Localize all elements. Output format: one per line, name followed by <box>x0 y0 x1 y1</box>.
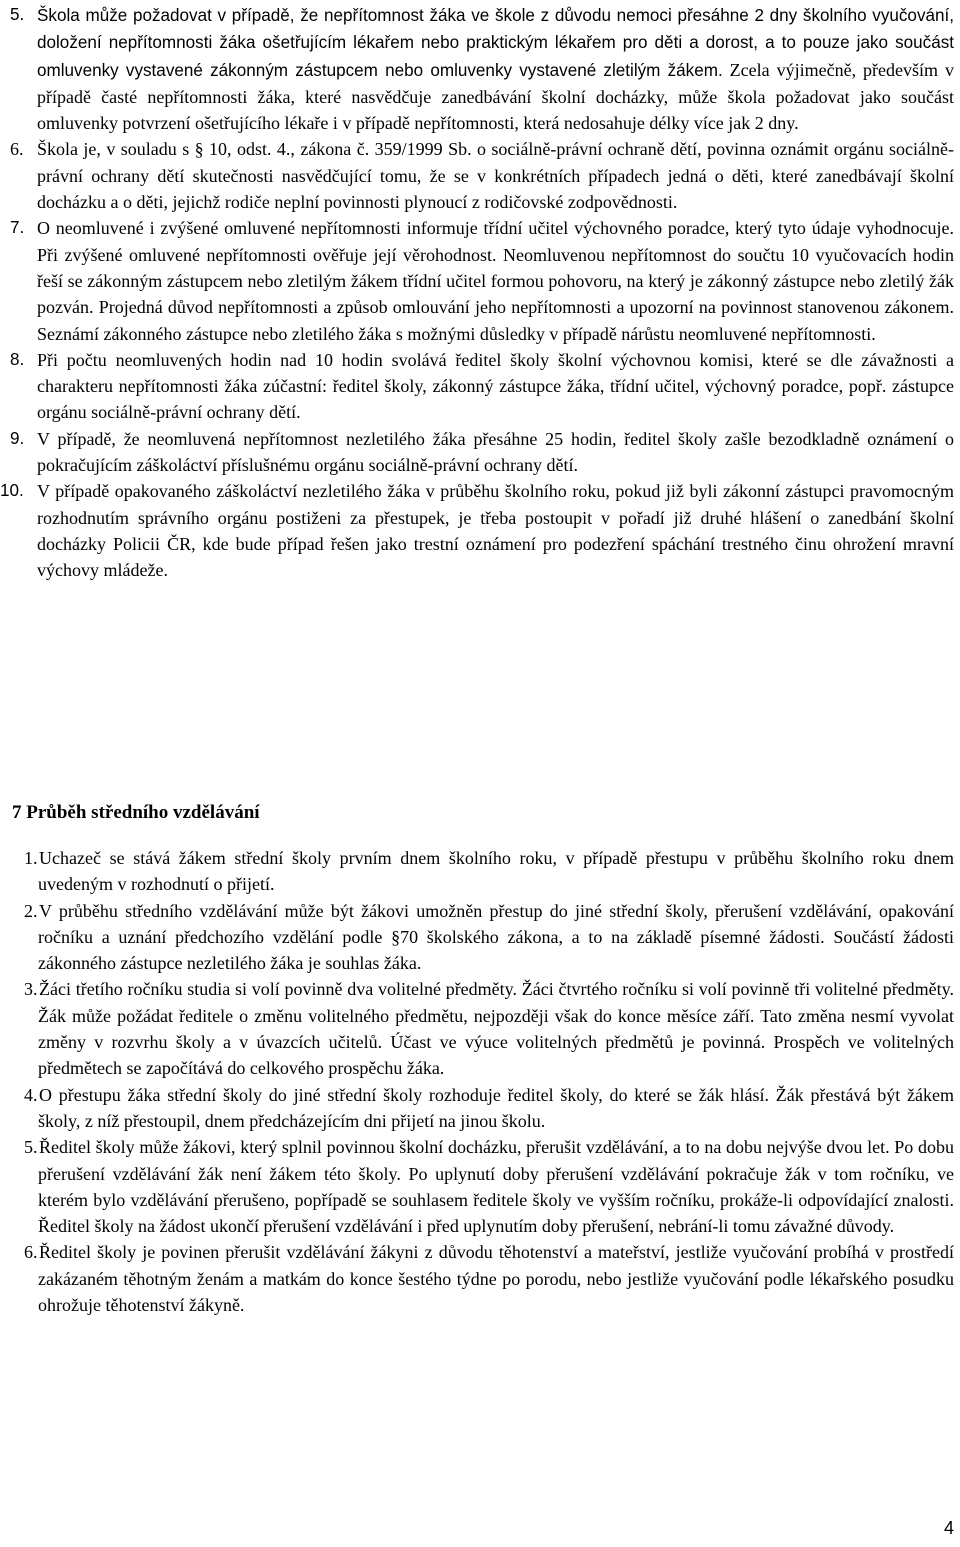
list-item <box>0 1134 960 1239</box>
item-number: 1. <box>24 848 38 868</box>
list-item <box>0 426 960 479</box>
item-number: 7. <box>10 218 25 238</box>
item-number: 9. <box>10 428 25 448</box>
item-number: 6. <box>24 1242 38 1263</box>
item-text: O neomluvené i zvýšené omluvené nepřítomnosti informuje třídní učitel výchovného poradce, který tyto údaje vyhodnocuje. Při zvýšené omluvené nepřítomnosti ověřuje její věrohodnost. Neomluvenou nepřítomnost do součtu 10 vyučovacích hodin řeší se zákonným zástupcem nebo zletilým žákem třídní učitel formou pohovoru, na který je zákonný zástupce nebo zletilý žák pozván. Projedná důvod nepřítomnosti a způsob omlouvání jeho nepřítomnosti a upozorní na povinnost stanovenou zákonem. Seznámí zákonného zástupce nebo zletilého žáka s možnými důsledky v případě nárůstu neomluvené nepřítomnosti. <box>37 218 954 344</box>
item-text-part: Ředitel školy je povinen přerušit vzdělávání žákyni z důvodu těhotenství a mateřství, jestliže vyučování probíhá v prostředí zakázaném těhotným ženám a matkám do konce šestého týdne po porodu, nebo jestliže vyučování podle lékařského posudku ohrožuje těhotenství žákyně. <box>38 1242 954 1316</box>
list-item <box>0 898 960 977</box>
item-text <box>38 1082 954 1135</box>
item-text <box>38 898 954 977</box>
list-item <box>0 976 960 1081</box>
list-item <box>0 845 960 898</box>
item-number: 2. <box>24 900 38 921</box>
item-text-part: Uchazeč se stává žákem střední školy prvním dnem školního roku, v případě přestupu v průběhu školního roku dnem uvedeným v rozhodnutí o přijetí. <box>38 848 954 895</box>
page-number: 4 <box>943 1518 954 1538</box>
list-item <box>0 136 960 215</box>
item-number: 10. <box>0 481 24 501</box>
item-text: Při počtu neomluvených hodin nad 10 hodin svolává ředitel školy školní výchovnou komisi, které se dle závažnosti a charakteru nepřítomnosti žáka zúčastní: ředitel školy, zákonný zástupce žáka, třídní učitel, výchovný poradce, popř. zástupce orgánu sociálně-právní ochrany dětí. <box>37 349 954 423</box>
item-text <box>38 1239 954 1318</box>
secondary-education-list <box>0 845 960 1318</box>
item-text-part: Škola může požadovat v případě, že nepřítomnost žáka ve škole z důvodu nemoci přesáhne 2 dny školního vyučování, doložení nepřítomnosti žáka ošetřujícím lékařem nebo praktickým lékařem pro děti a dorost, a to pouze jako součást omluvenky vystavené zákonným zástupcem nebo omluvenky vystavené zletilým žákem. <box>37 6 954 80</box>
item-number: 5. <box>10 5 25 24</box>
item-text: V případě opakovaného záškoláctví nezletilého žáka v průběhu školního roku, pokud již byli zákonní zástupci pravomocným rozhodnutím správního orgánu postiženi za přestupek, je třeba postoupit v pořadí již druhé hlášení o zanedbání školní docházky Policii ČR, kde bude případ řešen jako trestní oznámení pro podezření spáchání trestného činu ohrožení mravní výchovy mládeže. <box>37 481 954 581</box>
item-text <box>37 2 954 136</box>
item-text-part: O přestupu žáka střední školy do jiné střední školy rozhoduje ředitel školy, do které se žák hlásí. Žák přestává být žákem školy, z níž přestoupil, dnem předcházejícím dni přijetí na jinou školu. <box>38 1084 954 1131</box>
item-text-part: Ředitel školy může žákovi, který splnil povinnou školní docházku, přerušit vzdělávání, a to na dobu nejvýše dvou let. Po dobu přerušení vzdělávání žák není žákem této školy. Po uplynutí doby přerušení vzdělávání pokračuje žák v tom ročníku, ve kterém bylo vzdělávání přerušeno, popřípadě se souhlasem ředitele školy ve vyšším ročníku, prokáže-li odpovídající znalosti. Ředitel školy na žádost ukončí přerušení vzdělávání i před uplynutím doby přerušení, nebrání-li tomu závažné důvody. <box>38 1137 954 1237</box>
item-text: V případě, že neomluvená nepřítomnost nezletilého žáka přesáhne 25 hodin, ředitel školy zašle bezodkladně oznámení o pokračujícím záškoláctví příslušnému orgánu sociálně-právní ochrany dětí. <box>37 428 954 476</box>
list-item <box>0 2 960 136</box>
list-item <box>0 215 960 346</box>
section-heading: 7 Průběh středního vzdělávání <box>12 802 260 823</box>
item-number: 3. <box>24 979 38 1000</box>
list-item <box>0 478 960 583</box>
item-number: 8. <box>10 349 25 369</box>
list-item <box>0 1082 960 1135</box>
item-text <box>38 1134 954 1239</box>
item-number: 4. <box>24 1084 38 1105</box>
attendance-rules-list <box>0 0 960 582</box>
list-item <box>0 1239 960 1318</box>
item-text <box>38 976 954 1081</box>
item-text-part: Zcela výjimečně, především v případě časté nepřítomnosti žáka, které nasvědčuje zanedbávání školní docházky, může škola požadovat jako součást omluvenky potvrzení ošetřujícího lékaře i v případě nepřítomnosti, která nedosahuje délky více jak 2 dny. <box>37 59 954 134</box>
item-text: Škola je, v souladu s § 10, odst. 4., zákona č. 359/1999 Sb. o sociálně-právní ochraně dětí, povinna oznámit orgánu sociálně-právní ochrany dětí skutečnosti nasvědčující tomu, že se v konkrétních případech jedná o děti, které zanedbávají školní docházku a o děti, jejichž rodiče neplní povinnosti plynoucí z rodičovské zodpovědnosti. <box>37 139 954 213</box>
item-number: 5. <box>24 1137 38 1158</box>
list-item <box>0 347 960 426</box>
item-number: 6. <box>10 139 24 160</box>
item-text <box>38 845 954 898</box>
item-text-part: V průběhu středního vzdělávání může být žákovi umožněn přestup do jiné střední školy, přerušení vzdělávání, opakování ročníku a uznání předchozího vzdělání podle §70 školského zákona, a to na základě písemné žádosti. Součástí žádosti zákonného zástupce nezletilého žáka je souhlas žáka. <box>38 900 954 974</box>
item-text-part: Žáci třetího ročníku studia si volí povinně dva volitelné předměty. Žáci čtvrtého ročníku si volí povinně tři volitelné předměty. Žák může požádat ředitele o změnu volitelného předmětu, nejpozději však do konce měsíce září. Tato změna nesmí vyvolat změny v rozvrhu školy a v úvazcích učitelů. Účast ve výuce volitelných předmětů je povinná. Prospěch ve volitelných předmětech se započítává do celkového prospěchu žáka. <box>38 979 954 1079</box>
